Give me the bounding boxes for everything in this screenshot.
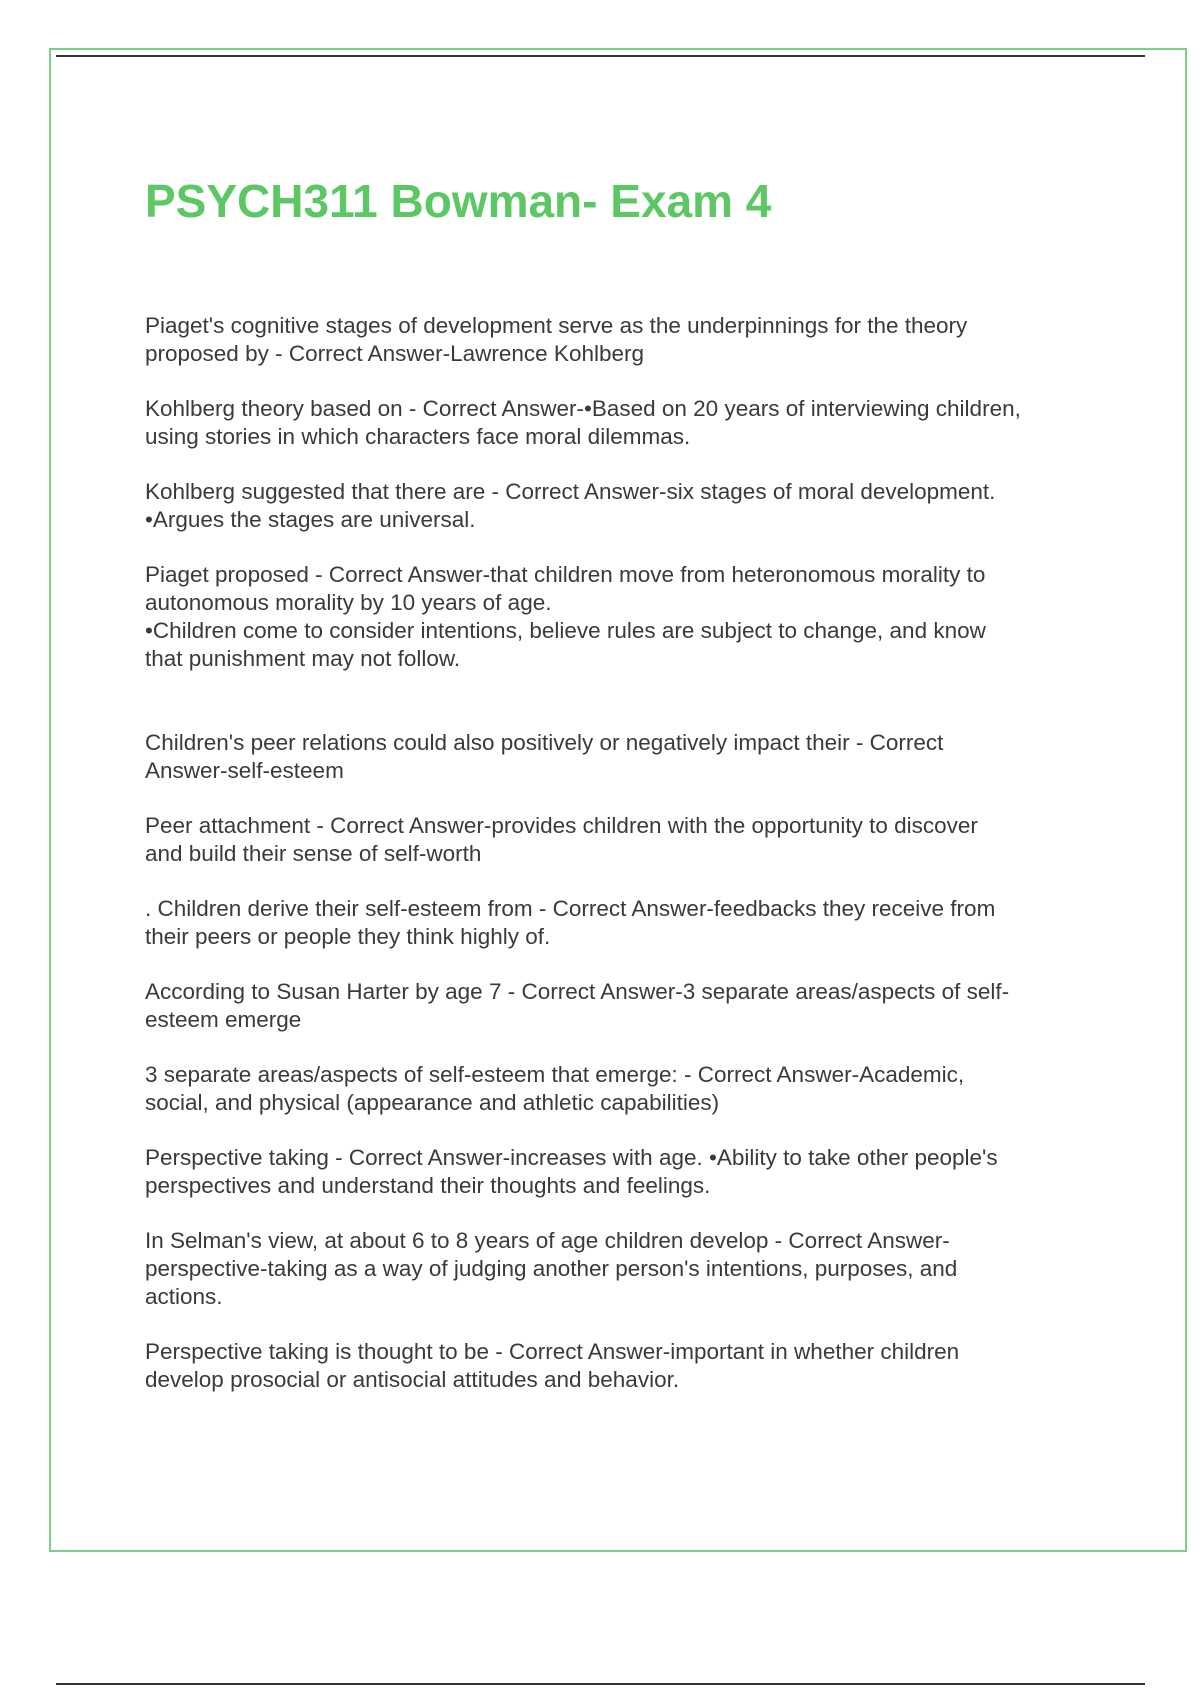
qa-text-line: perspectives and understand their thoughts and feelings. [145,1173,711,1198]
qa-item [145,561,1105,673]
qa-text-line: social, and physical (appearance and athletic capabilities) [145,1090,720,1115]
qa-text-line: and build their sense of self-worth [145,841,482,866]
qa-text-line: Perspective taking is thought to be - Correct Answer-important in whether children [145,1339,960,1364]
qa-text-line: According to Susan Harter by age 7 - Correct Answer-3 separate areas/aspects of self- [145,979,1010,1004]
qa-text-line: perspective-taking as a way of judging another person's intentions, purposes, and [145,1256,958,1281]
qa-text-line: proposed by - Correct Answer-Lawrence Kohlberg [145,341,644,366]
qa-text-line: Piaget proposed - Correct Answer-that children move from heteronomous morality to [145,562,986,587]
qa-text-line: Piaget's cognitive stages of development serve as the underpinnings for the theory [145,313,968,338]
qa-text-line: Peer attachment - Correct Answer-provides children with the opportunity to discover [145,813,978,838]
qa-text-line: using stories in which characters face moral dilemmas. [145,424,691,449]
bottom-divider [56,1683,1145,1685]
qa-text-line: Kohlberg suggested that there are - Correct Answer-six stages of moral development. [145,479,996,504]
qa-text-line: actions. [145,1284,223,1309]
qa-item [145,312,1105,368]
qa-item [145,1144,1105,1200]
qa-item [145,978,1105,1034]
qa-text-line: 3 separate areas/aspects of self-esteem that emerge: - Correct Answer-Academic, [145,1062,965,1087]
document-title: PSYCH311 Bowman- Exam 4 [145,175,772,227]
qa-text-line: esteem emerge [145,1007,302,1032]
qa-text-line: Answer-self-esteem [145,758,344,783]
qa-item [145,1227,1105,1311]
qa-item [145,395,1105,451]
qa-text-line: In Selman's view, at about 6 to 8 years of age children develop - Correct Answer- [145,1228,950,1253]
qa-text-line: Perspective taking - Correct Answer-increases with age. •Ability to take other people's [145,1145,998,1170]
qa-text-line: their peers or people they think highly of. [145,924,551,949]
qa-item [145,478,1105,534]
qa-text-line: that punishment may not follow. [145,646,461,671]
qa-text-line: Kohlberg theory based on - Correct Answer-•Based on 20 years of interviewing children, [145,396,1021,421]
qa-text-line: Children's peer relations could also positively or negatively impact their - Correct [145,730,944,755]
qa-item [145,1338,1105,1394]
qa-text-line: develop prosocial or antisocial attitudes and behavior. [145,1367,680,1392]
qa-list [145,312,1105,1394]
qa-item [145,729,1105,785]
qa-item [145,895,1105,951]
qa-item [145,1061,1105,1117]
qa-text-line: autonomous morality by 10 years of age. [145,590,552,615]
qa-text-line: •Argues the stages are universal. [145,507,476,532]
qa-text-line: . Children derive their self-esteem from - Correct Answer-feedbacks they receive from [145,896,996,921]
qa-text-line: •Children come to consider intentions, believe rules are subject to change, and know [145,618,986,643]
qa-item [145,812,1105,868]
